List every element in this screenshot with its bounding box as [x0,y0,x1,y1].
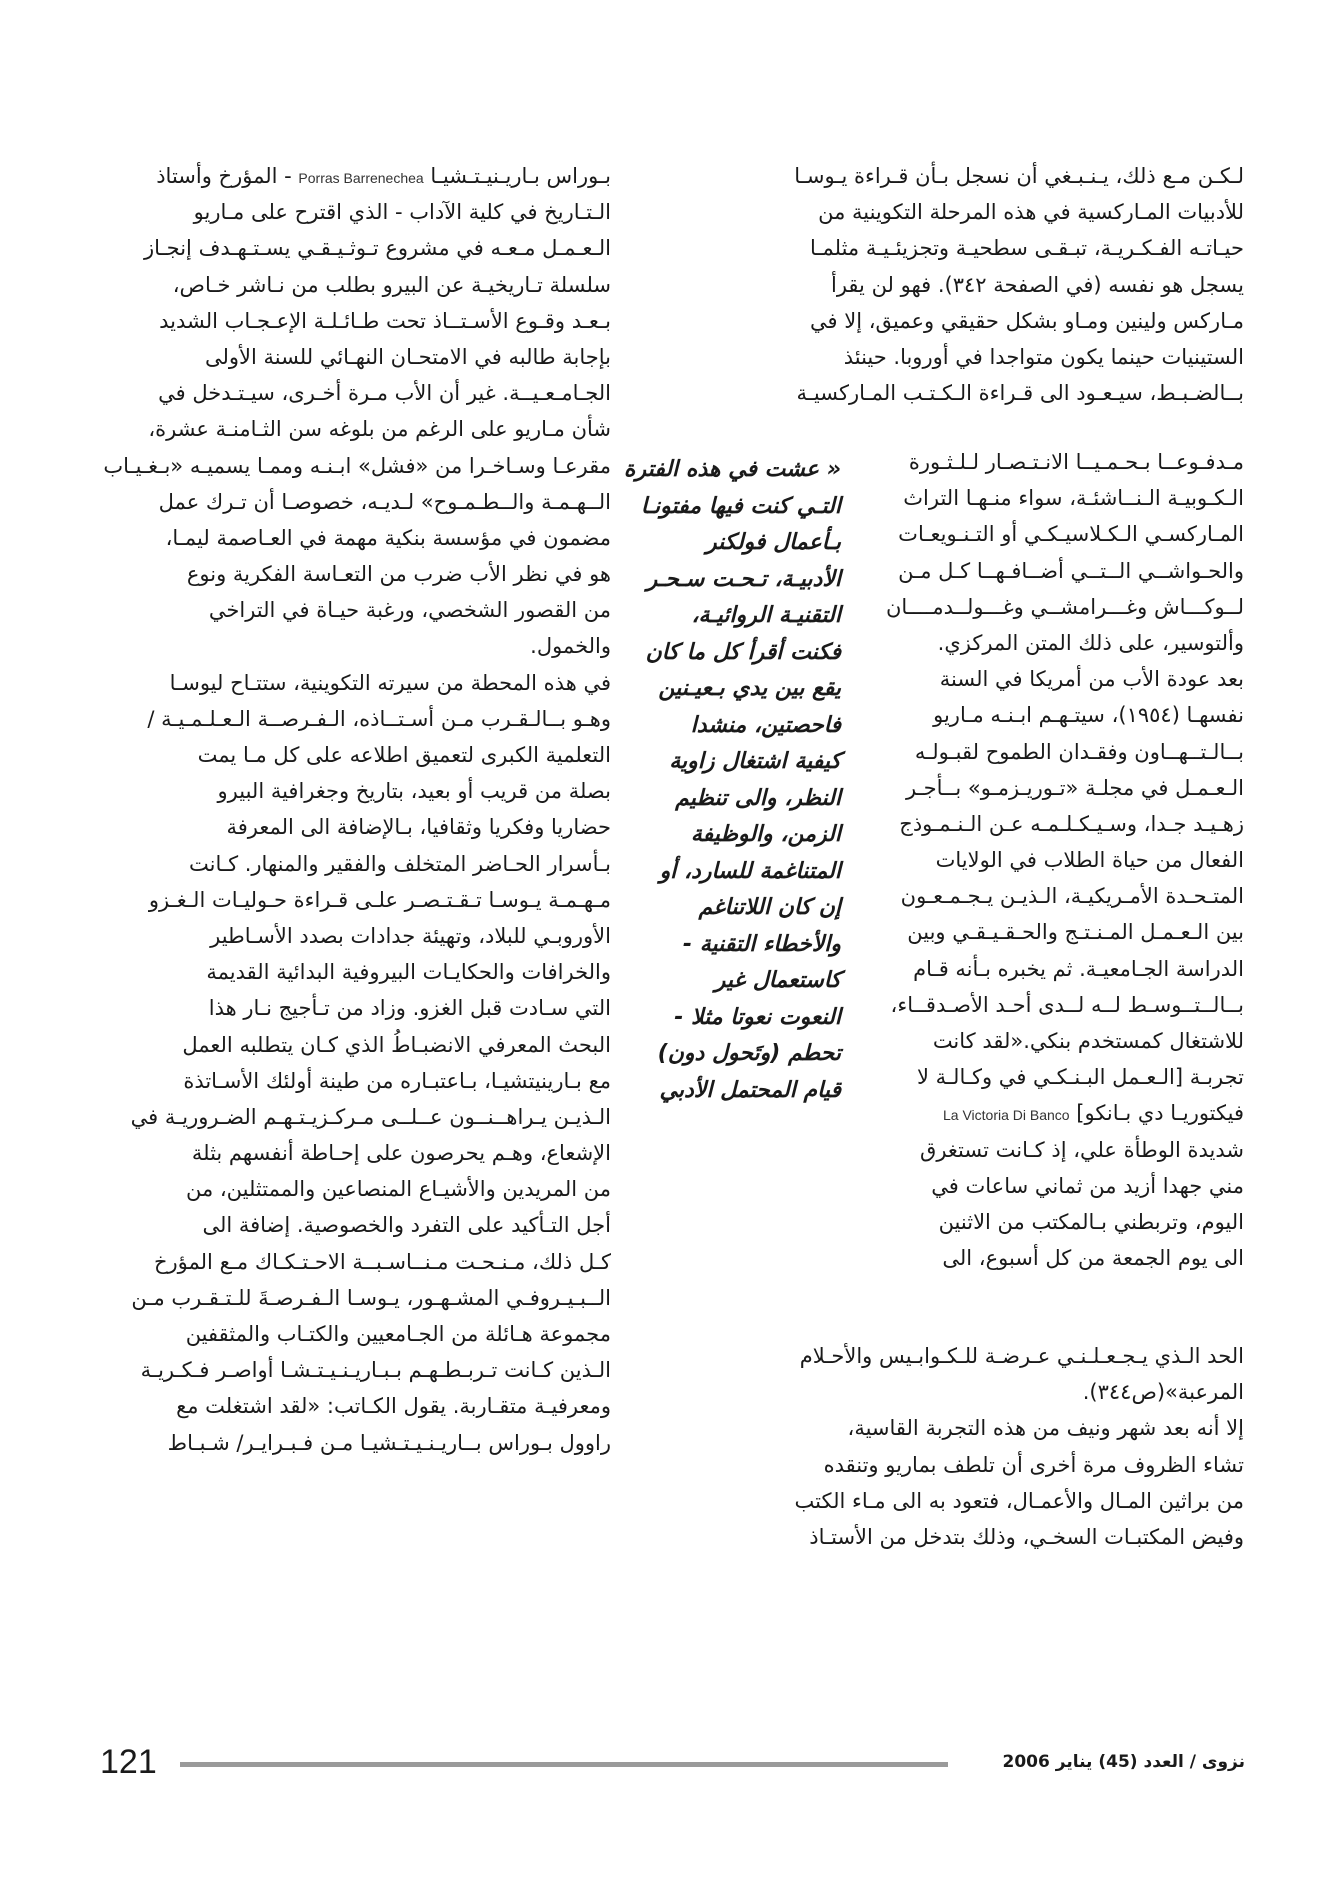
text-line: يسجل هو نفسه (في الصفحة ٣٤٢). فهو لن يقرأ [831,272,1244,297]
text-line: المتـحـدة الأمـريكيـة، الـذيـن يـجـمـعـون [900,884,1244,909]
text-line: والخمول. [530,634,611,659]
text-line: حيـاتـه الفـكـريـة، تبـقـى سطحيـة وتجزيئـيـة مثلمـا [809,236,1244,261]
text-line: الى يوم الجمعة من كل أسبوع، الى [942,1246,1244,1271]
text-line: بــالــتــوسـط لــه لــدى أحـد الأصـدقــاء، [890,992,1244,1017]
text-line: والحـواشــي الــتــي أضــافـهــا كـل مـن [898,558,1244,583]
text-line: بصلة من قريب أو بعيد، بتاريخ وجغرافية البيرو [217,779,611,804]
right-column-bottom [728,1338,1244,1555]
text-line: من براثين المـال والأعمـال، فتعود به الى مـاء الكتب [794,1488,1244,1513]
right-column-narrow [856,444,1244,1276]
text-line: التي سـادت قبل الغزو. وزاد من تـأجيج نـار هذا [208,996,611,1021]
text-line: نفسهـا (١٩٥٤)، سيتـهـم ابـنـه مـاريو [933,703,1244,728]
text-line: بإجابة طالبه في الامتحـان النهـائي للسنة الأولى [204,344,611,369]
text-line: لــوكـــاش وغـــرامشــي وغـــولــدمــــان [885,594,1244,619]
text-line: تجربـة [الـعـمل البـنـكـي في وكـالـة لا [916,1065,1244,1090]
arabic-fragment: - المؤرخ وأستاذ [156,164,292,188]
text-line: في هذه المحطة من سيرته التكوينية، ستتـاح ليوسـا [169,670,611,695]
text-line: شديدة الوطأة علي، إذ كـانت تستغرق [920,1137,1244,1162]
quote-line: تحطم (وتَحول دون) [657,1041,841,1066]
text-line: الجـامـعـيــة. غير أن الأب مـرة أخـرى، سيـتـدخل في [158,381,611,406]
text-line: مـهـمـة يـوسـا تـقـتـصـر علـى قـراءة حـوليـات الـغـزو [148,887,611,912]
quote-line: فكنت أقرأ كل ما كان [645,639,841,665]
text-line-with-latin [95,158,611,194]
quote-line: النظر، والى تنظيم [675,785,841,811]
text-line: زهـيـد جـدا، وسـيـكـلـمـه عـن الـنـمـوذج [899,811,1244,836]
page-number: 121 [100,1743,157,1781]
quote-line: التـي كنت فيها مفتونـا [640,493,841,519]
text-line: الــبـيـروفـي المشـهـور، يـوسـا الـفـرصـةَ للـتـقـرب مـن [131,1285,611,1310]
text-line: الستينيات حينما يكون متواجدا في أوروبا. حينئذ [843,344,1244,369]
text-line: تشاء الظروف مرة أخرى أن تلطف بماريو وتنقده [823,1452,1244,1477]
text-line: بين الـعـمـل المـنـتـج والحـقـيـقـي وبين [907,920,1244,945]
text-line: بــالضـبـط، سيـعـود الى قـراءة الـكـتـب المـاركسيـة [796,381,1244,406]
quote-line: « عشت في هذه الفترة [623,457,841,482]
quote-line: فاحصتين، منشدا [690,712,841,738]
magazine-issue-line: نزوى / العدد (45) يناير 2006 [1002,1752,1245,1772]
quote-line: الأدبيـة، تـحـت سـحـر [646,566,841,592]
quote-line: المتناغمة للسارد، أو [659,858,841,884]
text-line: وهـو بــالـقـرب مـن أسـتــاذه، الـفـرصــة الـعـلـمـيـة / [147,706,611,731]
text-line: الحد الـذي يـجـعـلـنـي عـرضـة للـكـوابـيس والأحـلام [799,1344,1244,1368]
footer-rule [180,1762,948,1767]
right-column-top [728,158,1244,411]
quote-line: إن كان اللاتناغم [698,895,841,920]
text-line: إلا أنه بعد شهر ونيف من هذه التجربة القاسية، [847,1416,1244,1441]
quote-line: التقنيـة الروائيـة، [691,603,841,628]
quote-line: والأخطاء التقنية - [682,931,841,957]
text-line: المرعبة»(ص٣٤٤). [1082,1380,1244,1405]
text-line: والخرافات والحكايـات البيروفية البدائية القديمة [206,960,611,985]
text-line: من المريدين والأشيـاع المنصاعين والممتثلين، من [185,1177,611,1202]
text-line: أجل التـأكيد على التفرد والخصوصية. إضافة الى [202,1213,611,1238]
quote-line: النعوت نعوتا مثلا - [674,1004,841,1030]
text-line: راوول بـوراس بــاريـنـيـتـشيـا مـن فـبـرايـر/ شـبـاط [167,1430,611,1455]
text-line: مضمون في مؤسسة بنكية مهمة في العـاصمة ليمـا، [165,525,611,550]
text-line: مـدفـوعــا بـحـمـيــا الانـتـصـار لـلـثـورة [908,450,1244,474]
quote-line: قيام المحتمل الأدبي [659,1077,841,1103]
text-line: الأوروبـي للبلاد، وتهيئة جدادات بصدد الأسـاطير [210,923,611,948]
text-line: البحث المعرفي الانضبـاطُ الذي كـان يتطلبه العمل [182,1032,611,1057]
text-line: الفعال من حياة الطلاب في الولايات [935,848,1244,873]
quote-line: كاستعمال غير [714,968,841,993]
text-line: الـتـاريخ في كلية الآداب - الذي اقترح على مـاريو [193,200,611,225]
text-line: وفيض المكتبـات السخـي، وذلك بتدخل من الأستـاذ [809,1524,1244,1549]
quote-line: بـأعمال فولكنر [706,530,841,555]
text-line: مـاركس ولينين ومـاو بشكل حقيقي وعميق، إلا في [810,308,1244,333]
text-line: الإشعاع، وهـم يحرصون على إحـاطة أنفسهم بثلة [191,1141,611,1166]
text-line: وألتوسير، على ذلك المتن المركزي. [937,630,1244,655]
quote-line: يقع بين يدي بـعيـنين [658,676,841,701]
text-line: مع بـارينيتشيـا، بـاعتبـاره من طينة أولئك الأسـاتذة [183,1068,611,1093]
text-line: كـل ذلك، مـنـحـت مـنــاسـبــة الاحـتـكـاك مـع المؤرخ [153,1249,611,1274]
text-line: مقرعـا وسـاخـرا من «فشل» ابـنـه وممـا يسميـه «بـغـيـاب [103,453,611,478]
text-line: الـكـوبيـة الـنــاشئـة، سواء منـهـا التراث [903,486,1244,511]
text-line: سلسلة تـاريخيـة عن البيرو بطلب من نـاشر خـاص، [172,272,611,297]
text-line: الــهـمـة والــطـمـوح» لـديـه، خصوصـا أن تـرك عمل [158,489,611,514]
text-line: للأدبيات المـاركسية في هذه المرحلة التكوينية من [818,200,1244,225]
text-line: للاشتغال كمستخدم بنكي.«لقد كانت [932,1029,1244,1053]
text-line: الـعـمـل مـعـه في مشروع تـوثـيـقـي يسـتـهـدف إنجـاز [143,236,611,261]
quote-line: الزمن، والوظيفة [690,822,841,847]
text-line: مجموعة هـائلة من الجـامعيين والكتـاب والمثقفين [185,1322,611,1346]
text-line: هو في نظر الأب ضرب من التعـاسة الفكرية ونوع [186,562,611,587]
text-line: المـاركسـي الـكـلاسيـكـي أو التـنـويعـات [898,522,1244,547]
text-line: بعد عودة الأب من أمريكا في السنة [939,667,1244,692]
text-line: بــالـتــهــاون وفقـدان الطموح لقبـولـه [914,739,1244,764]
arabic-fragment: بـوراس بـاريـنيـتـشيـا [430,164,611,188]
text-line: ومعرفيـة متقـاربة. يقول الكـاتب: «لقد اشتغلت مع [176,1394,611,1419]
text-line: من القصور الشخصي، ورغبة حيـاة في التراخي [208,598,611,623]
text-line-with-latin [856,1095,1244,1131]
text-line: مني جهدا أزيد من ثماني ساعات في [931,1173,1244,1198]
text-line: الدراسة الجـامعيـة. ثم يخبره بـأنه قـام [913,956,1244,981]
left-column [95,158,611,1461]
text-line: الـذيـن يـراهــنــون عــلــى مـركـزيـتـهـم الضـروريـة في [130,1104,611,1129]
arabic-fragment: فيكتوريـا دي بـانكو] [1076,1101,1244,1126]
text-line: الـذين كـانت تـربـطـهـم بـبـاريـنـيـتـشـا أواصـر فـكـريـة [140,1358,611,1383]
latin-name: La Victoria Di Banco [943,1107,1070,1124]
text-line: الـعـمـل في مجلـة «تـوريـزمـو» بــأجـر [905,775,1244,800]
latin-name: Porras Barrenechea [298,170,424,186]
pull-quote [615,452,841,1109]
text-line: شأن مـاريو على الرغم من بلوغه سن الثـامنـة عشرة، [148,417,611,442]
text-line: اليوم، وتربطني بـالمكتب من الاثنين [938,1209,1244,1234]
text-line: بـعـد وقـوع الأسـتــاذ تحت طـائـلـة الإعـجـاب الشديد [159,308,611,333]
text-line: لـكـن مـع ذلك، يـنـبـغي أن نسجل بـأن قـراءة يـوسـا [794,164,1244,188]
text-line: بـأسرار الحـاضر المتخلف والفقير والمنهار. كـانت [189,851,611,876]
text-line: التعلمية الكبرى لتعميق اطلاعه على كل مـا يمت [197,743,611,767]
text-line: حضاريا وفكريا وثقافيا، بـالإضافة الى المعرفة [226,815,611,840]
quote-line: كيفية اشتغال زاوية [669,749,841,774]
